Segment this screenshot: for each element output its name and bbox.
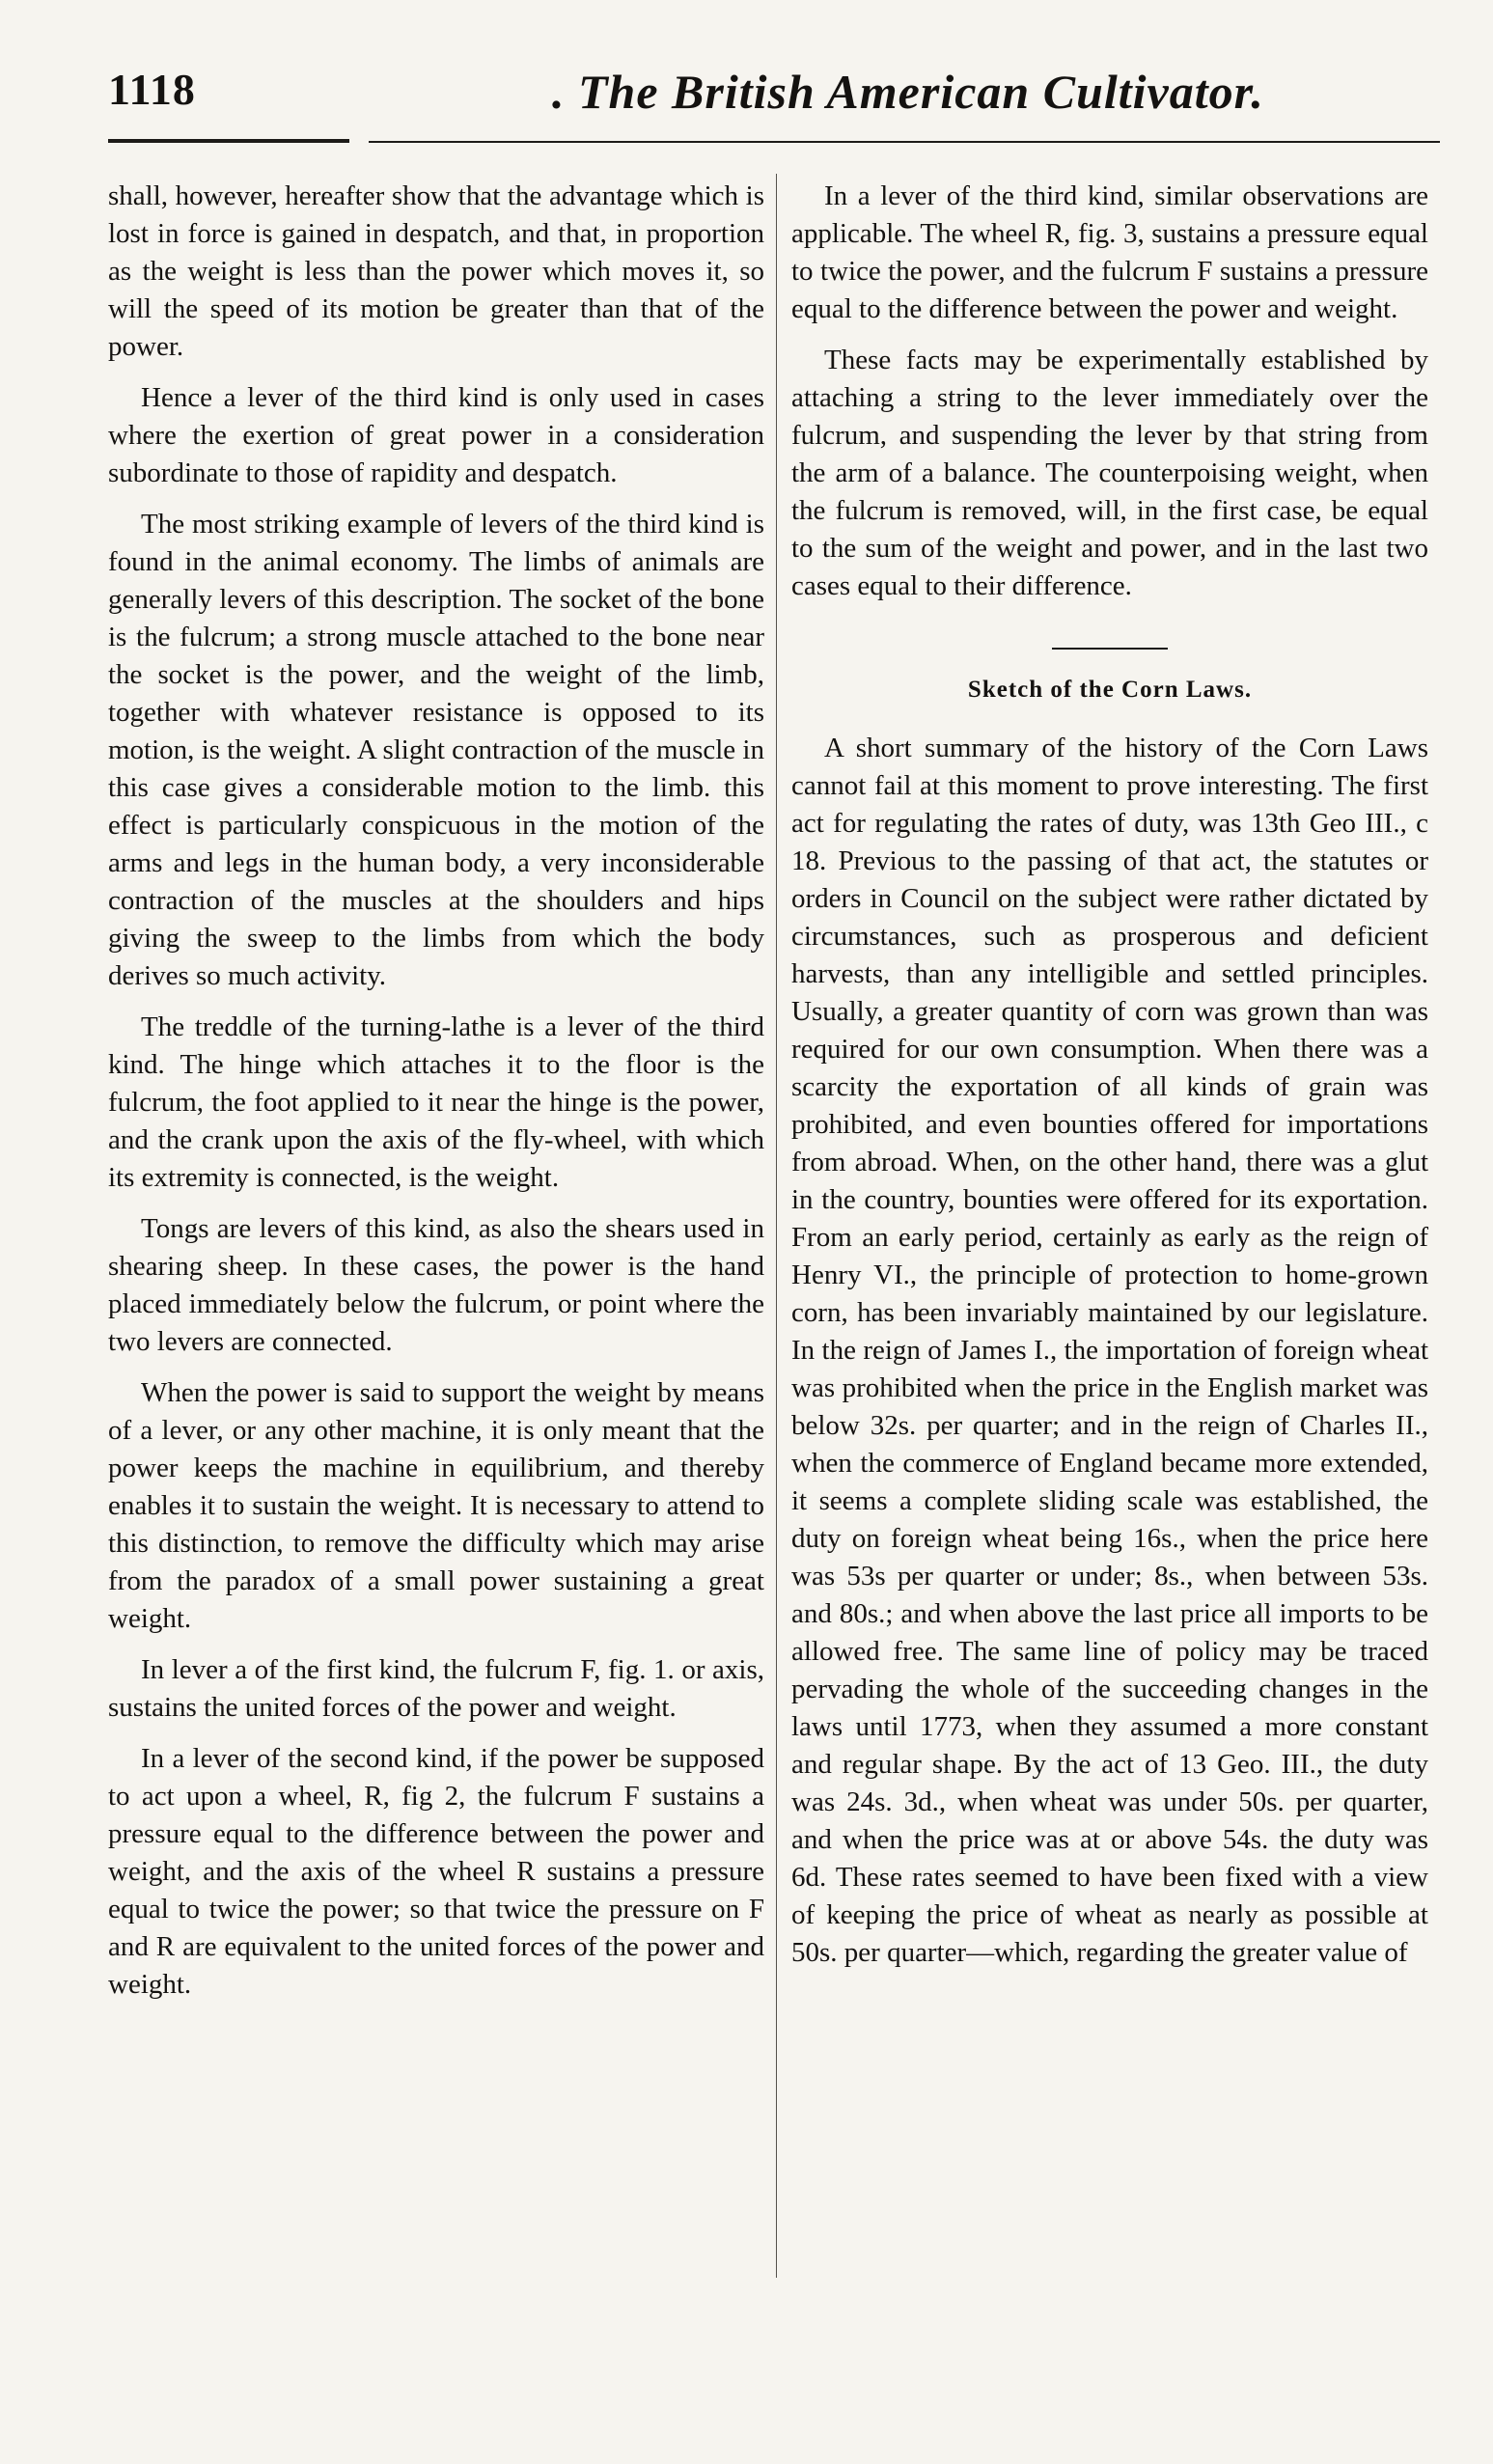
right-column — [791, 178, 1428, 1985]
paragraph: In lever a of the first kind, the fulcrum F, fig. 1. or axis, sustains the united forces of the power and weight. — [108, 1654, 764, 1723]
running-title: . The British American Cultivator. — [552, 65, 1264, 119]
paragraph: In a lever of the second kind, if the power be supposed to act upon a wheel, R, fig 2, the fulcrum F sustains a pressure equal to the difference between the power and weight, and the axis of the wheel R sustains a pressure equal to twice the power; so that twice the pressure on F and R are equivalent to the united forces of the power and weight. — [108, 1743, 764, 2000]
section-title: Sketch of the Corn Laws. — [967, 677, 1253, 703]
header-rule — [369, 141, 1440, 143]
paragraph: Hence a lever of the third kind is only used in cases where the exertion of great power in a consideration subordinate to those of rapidity and despatch. — [108, 382, 764, 488]
paragraph: shall, however, hereafter show that the advantage which is lost in force is gained in despatch, and that, in proportion as the weight is less than the power which moves it, so will the speed of its motion be greater than that of the power. — [108, 180, 764, 362]
paragraph: These facts may be experimentally established by attaching a string to the lever immediately over the fulcrum, and suspending the lever by that string from the arm of a balance. The counterpoising weight, when the fulcrum is removed, will, in the first case, be equal to the sum of the weight and power, and in the last two cases equal to their difference. — [791, 345, 1428, 601]
paragraph: When the power is said to support the weight by means of a lever, or any other machine, it is only meant that the power keeps the machine in equilibrium, and thereby enables it to sustain the weight. It is necessary to attend to this distinction, to remove the difficulty which may arise from the paradox of a small power sustaining a great weight. — [108, 1377, 764, 1634]
paragraph: A short summary of the history of the Corn Laws cannot fail at this moment to prove interesting. The first act for regulating the rates of duty, was 13th Geo III., c 18. Previous to the passing of that act, the statutes or orders in Council on the subject were rather dictated by circumstances, such as prosperous and deficient harvests, than any intelligible and settled principles. Usually, a greater quantity of corn was grown than was required for our own consumption. When there was a scarcity the exportation of all kinds of grain was prohibited, and even bounties offered for importations from abroad. When, on the other hand, there was a glut in the country, bounties were offered for its exportation. From an early period, certainly as early as the reign of Henry VI., the principle of protection to home-grown corn, has been invariably maintained by our legislature. In the reign of James I., the importation of foreign wheat was prohibited when the price in the English market was below 32s. per quarter; and in the reign of Charles II., when the commerce of England became more extended, it seems a complete sliding scale was established, the duty on foreign wheat being 16s., when the price here was 53s per quarter or under; 8s., when between 53s. and 80s.; and when above the last price all imports to be allowed free. The same line of policy may be traced pervading the whole of the succeeding changes in the laws until 1773, when they assumed a more constant and regular shape. By the act of 13 Geo. III., the duty was 24s. 3d., when wheat was under 50s. per quarter, and when the price was at or above 54s. the duty was 6d. These rates seemed to have been fixed with a view of keeping the price of wheat as nearly as possible at 50s. per quarter—which, regarding the greater value of — [791, 733, 1428, 1968]
paragraph: Tongs are levers of this kind, as also the shears used in shearing sheep. In these cases, the power is the hand placed immediately below the fulcrum, or point where the two levers are connected. — [108, 1213, 764, 1357]
section-separator — [1052, 648, 1168, 650]
paragraph: The treddle of the turning-lathe is a lever of the third kind. The hinge which attaches it to the floor is the fulcrum, the foot applied to it near the hinge is the power, and the crank upon the axis of the fly-wheel, with which its extremity is connected, is the weight. — [108, 1011, 764, 1193]
header-rule-thick — [108, 139, 349, 143]
paragraph: In a lever of the third kind, similar observations are applicable. The wheel R, fig. 3, sustains a pressure equal to twice the power, and the fulcrum F sustains a pressure equal to the difference between the power and weight. — [791, 180, 1428, 324]
page-header — [108, 64, 1440, 141]
column-divider — [776, 174, 777, 2278]
page-number: 1118 — [108, 65, 196, 114]
left-column — [108, 178, 764, 2017]
paragraph: The most striking example of levers of the third kind is found in the animal economy. The limbs of animals are generally levers of this description. The socket of the bone is the fulcrum; a strong muscle attached to the bone near the socket is the power, and the weight of the limb, together with whatever resistance is opposed to its motion, is the weight. A slight contraction of the muscle in this case gives a considerable motion to the limb. this effect is particularly conspicuous in the motion of the arms and legs in the human body, a very inconsiderable contraction of the muscles at the shoulders and hips giving the sweep to the limbs from which the body derives so much activity. — [108, 509, 764, 991]
